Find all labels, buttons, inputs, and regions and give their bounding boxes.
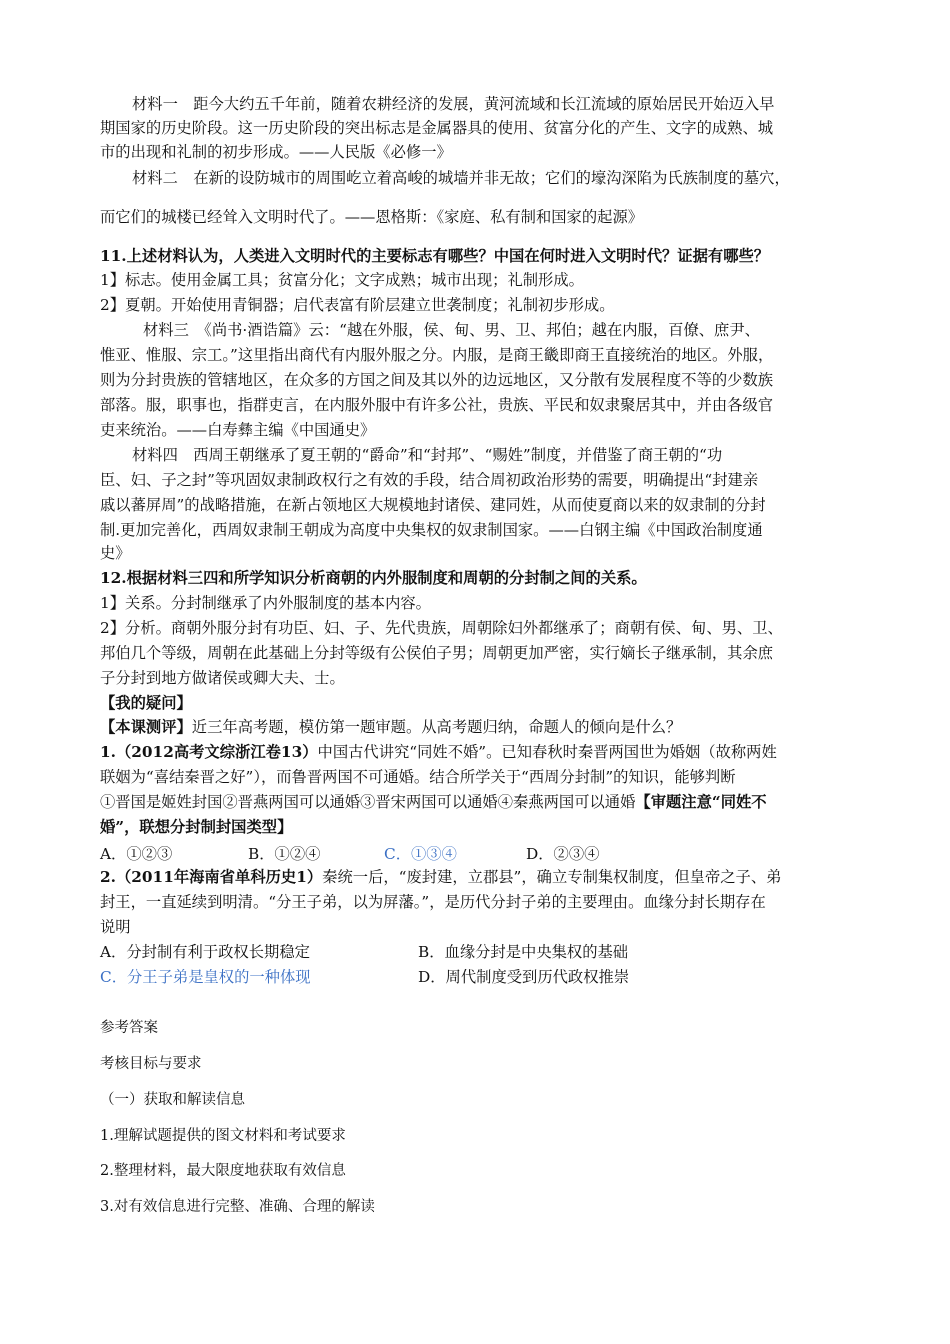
answers-item: 2.整理材料，最大限度地获取有效信息 [100, 1163, 346, 1179]
answers-item: 3.对有效信息进行完整、准确、合理的解读 [100, 1199, 375, 1215]
material4-line: 材料四 西周王朝继承了夏王朝的“爵命”和“封邦”、“赐姓”制度，并借鉴了商王朝的“功 [132, 446, 723, 464]
material4-line: 史》 [100, 544, 131, 562]
material1-line: 期国家的历史阶段。这一历史阶段的突出标志是金属器具的使用、贫富分化的产生、文字的成熟、城 [100, 119, 774, 137]
mcq1-hint: 【审题注意“同姓不 [635, 793, 767, 811]
mcq1-option-c: C．①③④ [384, 845, 457, 863]
question-11-answer: 1】标志。使用金属工具；贫富分化；文字成熟；城市出现；礼制形成。 [100, 271, 584, 289]
material1-line: 市的出现和礼制的初步形成。——人民版《必修一》 [100, 143, 452, 161]
answers-item: 1.理解试题提供的图文材料和考试要求 [100, 1128, 346, 1144]
material2-line: 材料二 在新的设防城市的周围屹立着高峻的城墙并非无故；它们的壕沟深陷为氏族制度的墓穴， [132, 169, 790, 187]
material3-line: 惟亚、惟服、宗工。”这里指出商代有内服外服之分。内服，是商王畿即商王直接统治的地区。外服， [100, 346, 774, 364]
my-questions-heading: 【我的疑问】 [100, 694, 192, 712]
question-11-title: 11.上述材料认为，人类进入文明时代的主要标志有哪些？中国在何时进入文明时代？证据有哪些？ [100, 247, 770, 265]
mcq2-number: 2.（2011年海南省单科历史1） [100, 868, 323, 886]
mcq2-option-a: A．分封制有利于政权长期稳定 [100, 943, 310, 961]
mcq1-option-b: B．①②④ [248, 845, 321, 863]
mcq2-stem: 封王，一直延续到明清。“分王子弟，以为屏藩。”，是历代分封子弟的主要理由。血缘分封长期存在 [100, 893, 766, 911]
question-11-answer: 2】夏朝。开始使用青铜器；启代表富有阶层建立世袭制度；礼制初步形成。 [100, 296, 615, 314]
mcq2-option-d: D．周代制度受到历代政权推崇 [418, 968, 630, 986]
mcq1-stem [100, 741, 777, 763]
mcq2-stem: 说明 [100, 918, 131, 936]
material3-line: 材料三 《尚书·酒诰篇》云：“越在外服，侯、甸、男、卫、邦伯；越在内服，百僚、庶尹、 [143, 321, 760, 339]
material3-line: 部落。服，职事也，指群吏言，在内服外服中有许多公社，贵族、平民和奴隶聚居其中，并由各级官 [100, 396, 774, 414]
mcq1-number: 1.（2012高考文综浙江卷13） [100, 743, 318, 761]
material3-line: 吏来统治。——白寿彝主编《中国通史》 [100, 421, 376, 439]
question-12-title: 12.根据材料三四和所学知识分析商朝的内外服制度和周朝的分封制之间的关系。 [100, 569, 647, 587]
material3-line: 则为分封贵族的管辖地区，在众多的方国之间及其以外的边远地区，又分散有发展程度不等的少数族 [100, 371, 774, 389]
mcq1-text: 中国古代讲究“同姓不婚”。已知春秋时秦晋两国世为婚姻（故称两姓 [317, 743, 777, 761]
mcq1-stem: 联姻为“喜结秦晋之好”），而鲁晋两国不可通婚。结合所学关于“西周分封制”的知识，能够判断 [100, 768, 736, 786]
answers-heading: 参考答案 [100, 1020, 158, 1036]
material4-line: 制.更加完善化，西周奴隶制王朝成为高度中央集权的奴隶制国家。——白钢主编《中国政治制度通 [100, 521, 763, 539]
material2-line: 而它们的城楼已经耸入文明时代了。——恩格斯：《家庭、私有制和国家的起源》 [100, 208, 644, 226]
question-12-answer: 邦伯几个等级，周朝在此基础上分封等级有公侯伯子男；周朝更加严密，实行嫡长子继承制，其余庶 [100, 644, 774, 662]
answers-section: （一）获取和解读信息 [100, 1092, 245, 1108]
mcq2-option-c: C．分王子弟是皇权的一种体现 [100, 968, 311, 986]
mcq2-stem [100, 866, 781, 888]
material4-line: 戚以蕃屏周”的战略措施，在新占领地区大规模地封诸侯、建同姓，从而使夏商以来的奴隶制的分封 [100, 496, 766, 514]
question-12-answer: 子分封到地方做诸侯或卿大夫、士。 [100, 669, 345, 687]
mcq2-option-b: B．血缘分封是中央集权的基础 [418, 943, 629, 961]
material4-line: 臣、妇、子之封”等巩固奴隶制政权行之有效的手段，结合周初政治形势的需要，明确提出“封建亲 [100, 471, 759, 489]
test-label: 【本课测评】 [100, 718, 192, 736]
mcq1-option-d: D．②③④ [526, 845, 600, 863]
question-12-answer: 1】关系。分封制继承了内外服制度的基本内容。 [100, 594, 431, 612]
mcq2-text: 秦统一后，“废封建，立郡县”，确立专制集权制度，但皇帝之子、弟 [322, 868, 782, 886]
assessment-goal: 考核目标与要求 [100, 1056, 202, 1072]
question-12-answer: 2】分析。商朝外服分封有功臣、妇、子、先代贵族，周朝除妇外都继承了；商朝有侯、甸、男、卫、 [100, 619, 783, 637]
mcq1-hint: 婚”，联想分封制封国类型】 [100, 818, 293, 836]
mcq1-stem [100, 791, 767, 813]
material1-line: 材料一 距今大约五千年前，随着农耕经济的发展，黄河流域和长江流域的原始居民开始迈入早 [132, 95, 775, 113]
test-intro [100, 716, 681, 738]
mcq1-option-a: A．①②③ [100, 845, 173, 863]
test-text: 近三年高考题，模仿第一题审题。从高考题归纳，命题人的倾向是什么？ [191, 718, 682, 736]
mcq1-statements: ①晋国是姬姓封国②晋燕两国可以通婚③晋宋两国可以通婚④秦燕两国可以通婚 [100, 793, 636, 811]
